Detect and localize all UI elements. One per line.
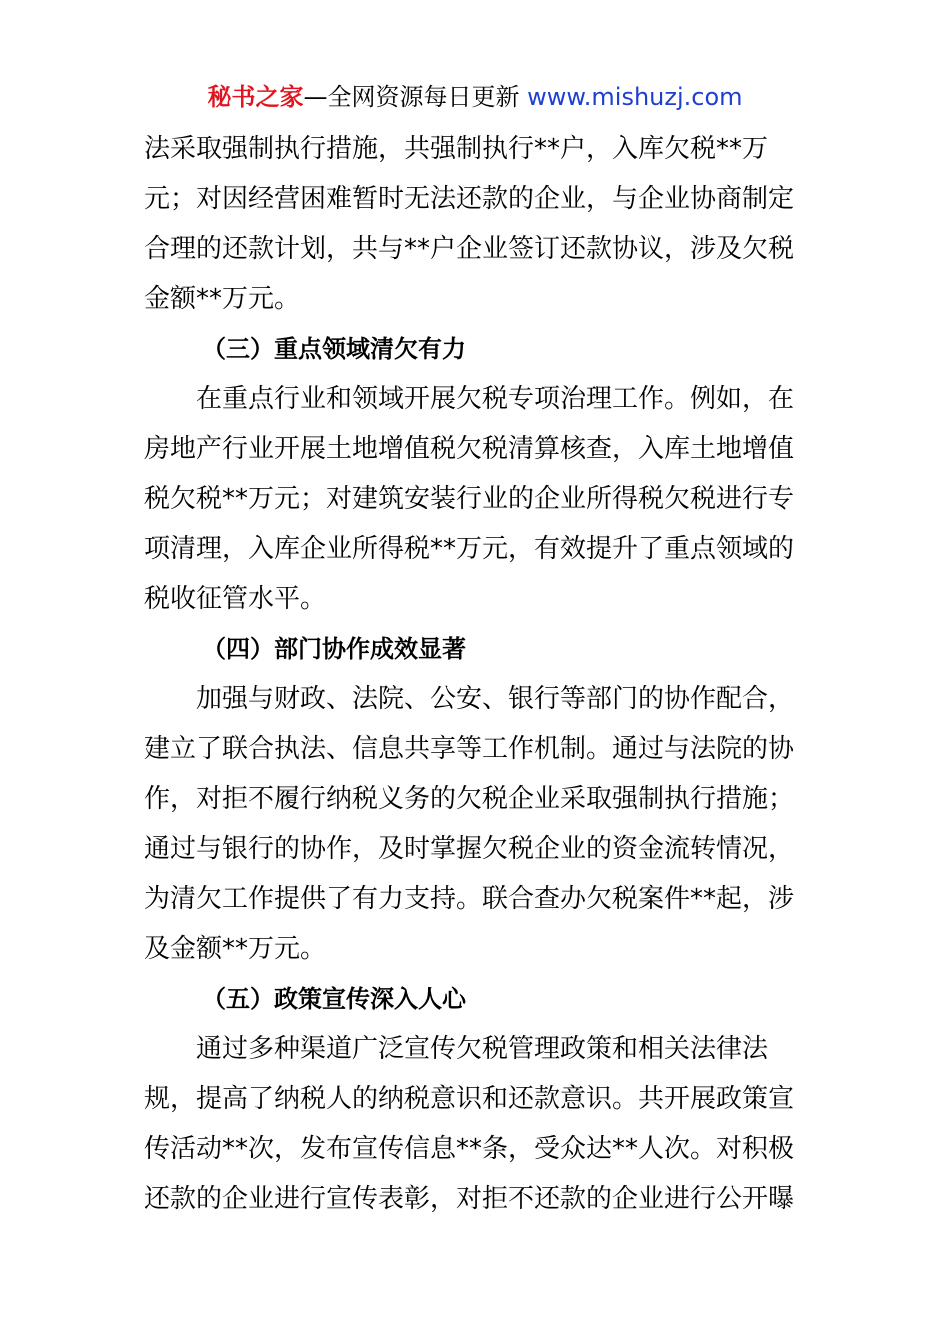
- site-brand: 秘书之家: [207, 83, 304, 111]
- text-line: 税收征管水平。: [144, 584, 327, 614]
- text-line: 元；对因经营困难暂时无法还款的企业，与企业协商制定: [144, 184, 795, 214]
- text-line: 法采取强制执行措施，共强制执行**户，入库欠税**万: [144, 134, 769, 164]
- site-tagline: —全网资源每日更新: [303, 83, 520, 111]
- text-line: 金额**万元。: [144, 284, 301, 314]
- text-line: 房地产行业开展土地增值税欠税清算核查，入库土地增值: [144, 434, 795, 464]
- site-url: www.mishuzj.com: [527, 83, 743, 111]
- section-heading: （四）部门协作成效显著: [202, 635, 466, 663]
- site-header: [0, 80, 950, 114]
- paragraph-first-line: 通过多种渠道广泛宣传欠税管理政策和相关法律法: [196, 1034, 769, 1064]
- paragraph-first-line: 加强与财政、法院、公安、银行等部门的协作配合，: [196, 684, 795, 714]
- text-line: 通过与银行的协作，及时掌握欠税企业的资金流转情况，: [144, 834, 795, 864]
- text-line: 合理的还款计划，共与**户企业签订还款协议，涉及欠税: [144, 234, 795, 264]
- text-line: 还款的企业进行宣传表彰，对拒不还款的企业进行公开曝: [144, 1184, 795, 1214]
- section-heading: （三）重点领域清欠有力: [202, 335, 466, 363]
- section-heading: （五）政策宣传深入人心: [202, 985, 466, 1013]
- text-line: 建立了联合执法、信息共享等工作机制。通过与法院的协: [144, 734, 795, 764]
- text-line: 项清理，入库企业所得税**万元，有效提升了重点领域的: [144, 534, 795, 564]
- paragraph-first-line: 在重点行业和领域开展欠税专项治理工作。例如，在: [196, 384, 795, 414]
- text-line: 规，提高了纳税人的纳税意识和还款意识。共开展政策宣: [144, 1084, 795, 1114]
- text-line: 作，对拒不履行纳税义务的欠税企业采取强制执行措施；: [144, 784, 795, 814]
- text-line: 为清欠工作提供了有力支持。联合查办欠税案件**起，涉: [144, 884, 795, 914]
- document-body: [144, 124, 808, 1224]
- text-line: 传活动**次，发布宣传信息**条，受众达**人次。对积极: [144, 1134, 795, 1164]
- text-line: 税欠税**万元；对建筑安装行业的企业所得税欠税进行专: [144, 484, 795, 514]
- text-line: 及金额**万元。: [144, 934, 327, 964]
